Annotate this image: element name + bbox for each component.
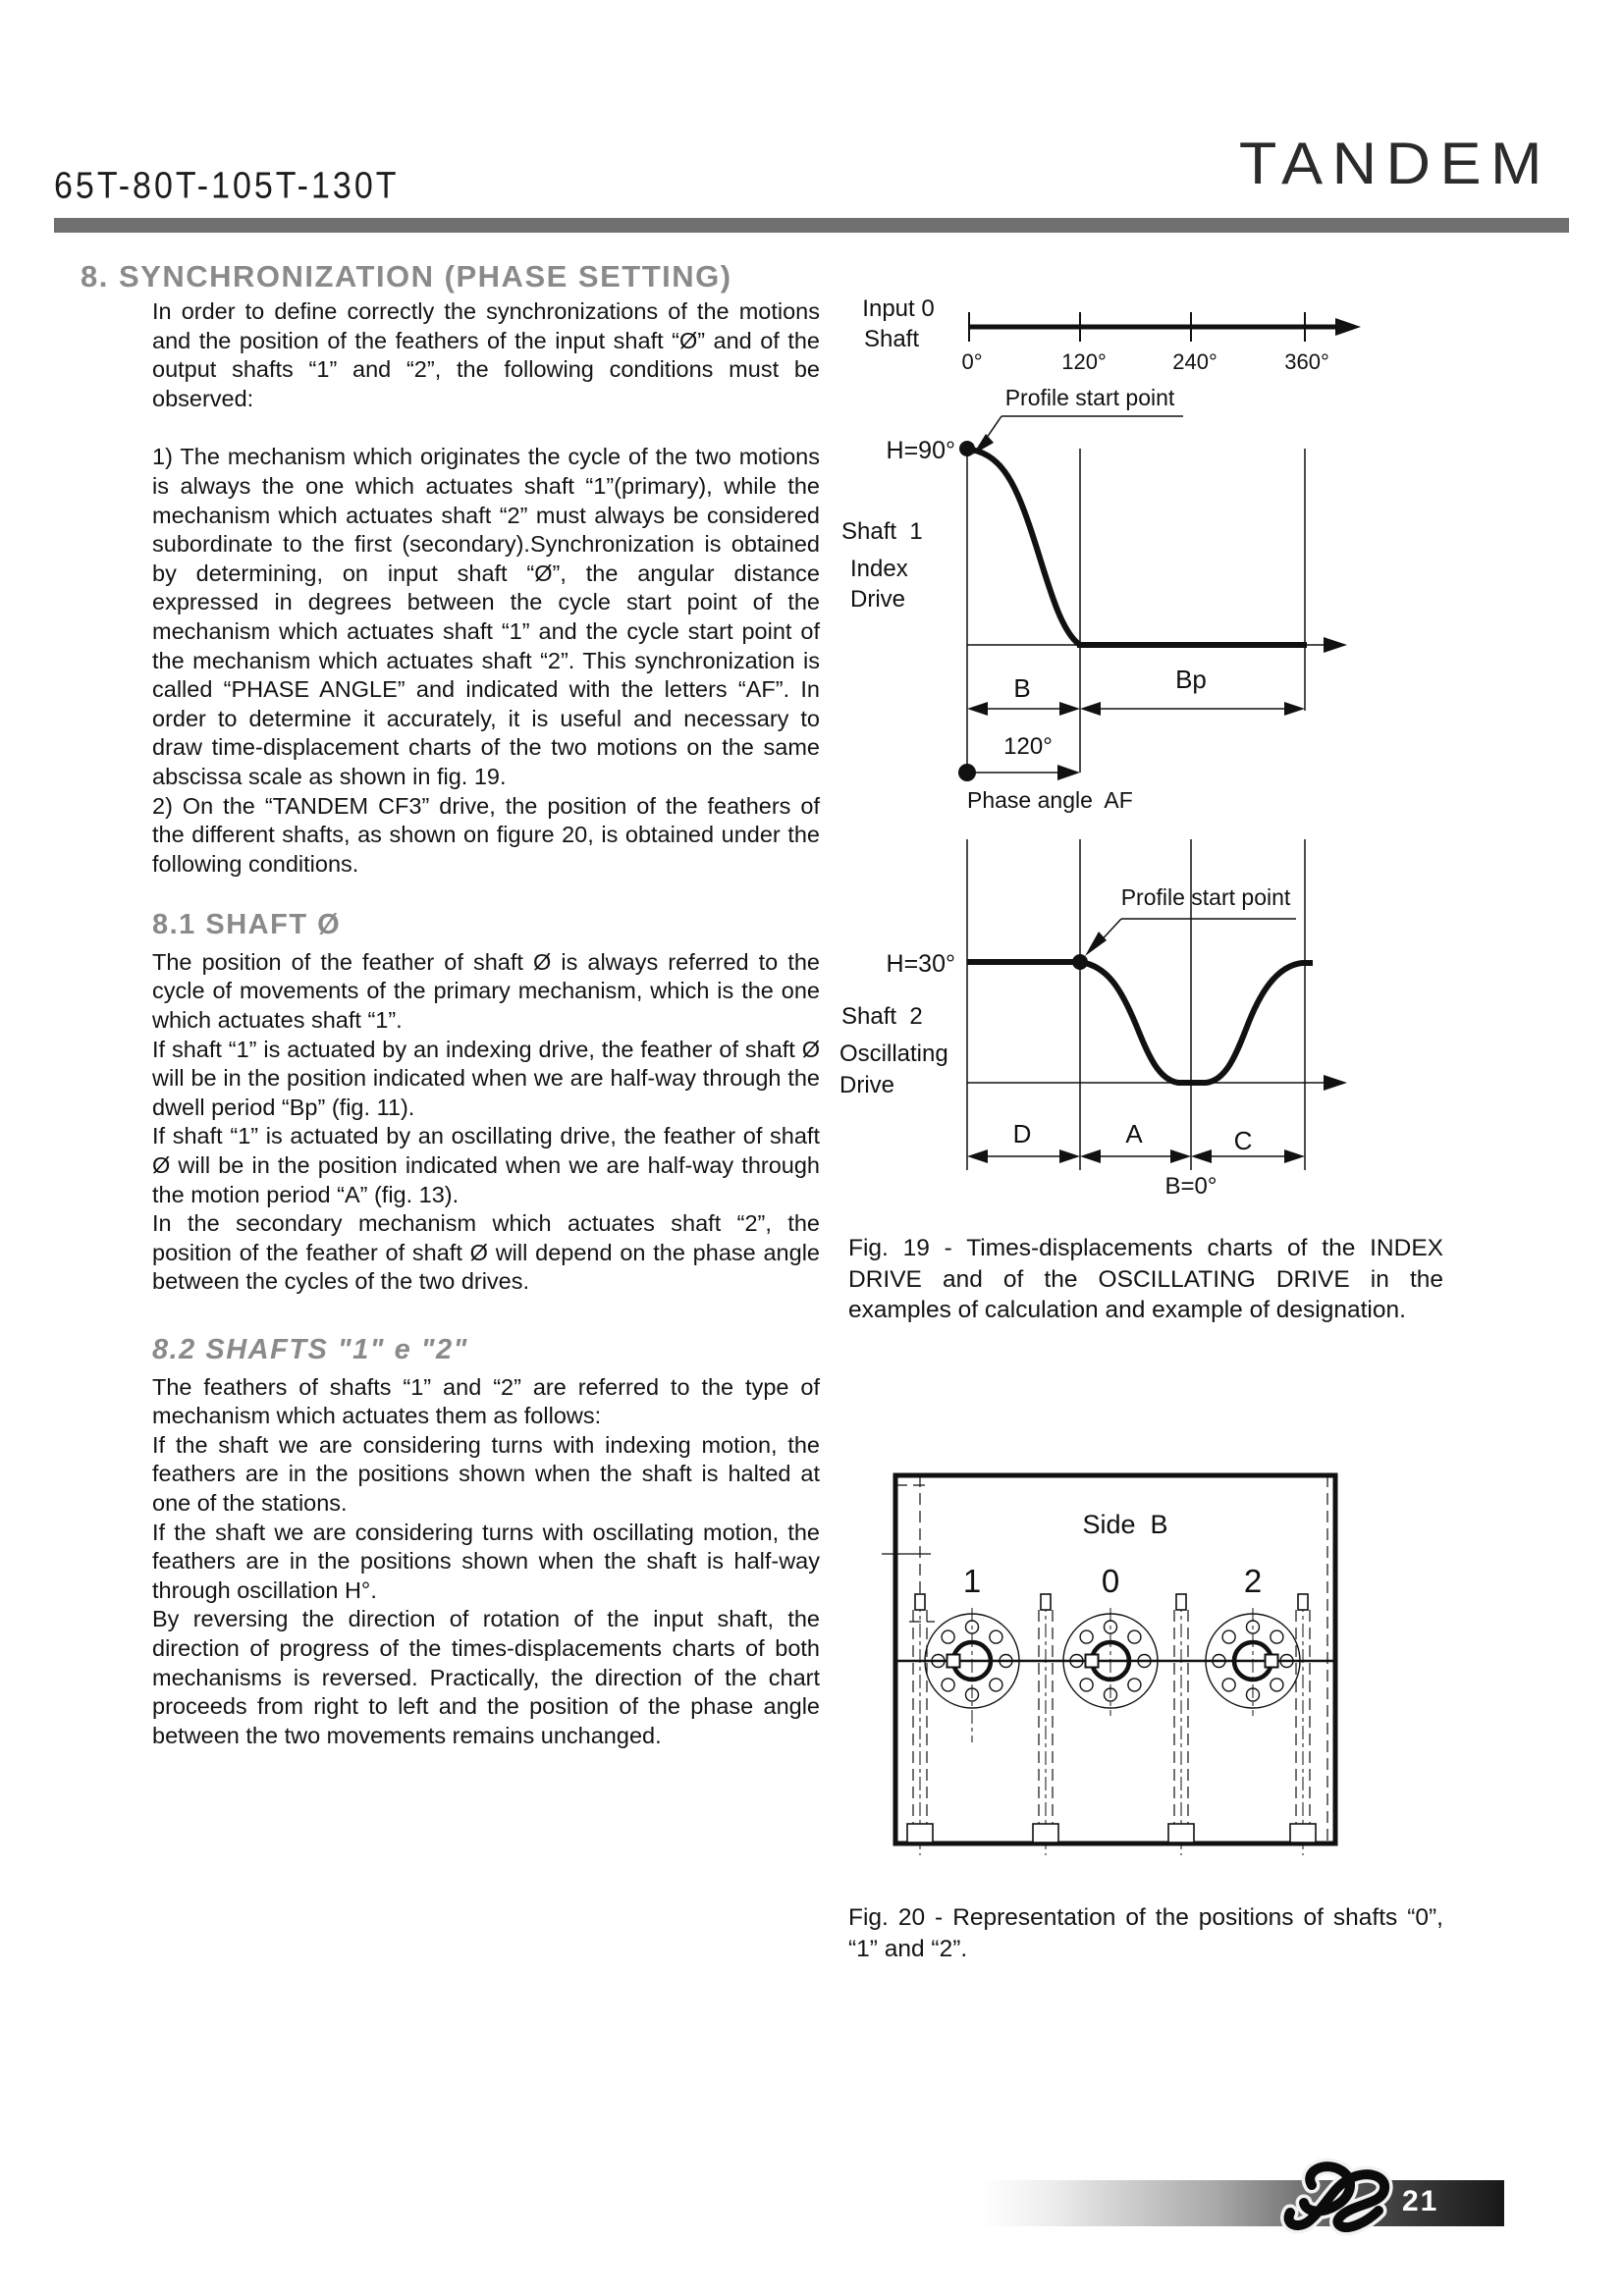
model-codes: 65T-80T-105T-130T (54, 165, 400, 207)
b-equals-0-label: B=0° (1164, 1173, 1217, 1200)
dimension-A (1080, 1119, 1191, 1163)
stud-bolt (1290, 1594, 1316, 1855)
section-8-1-title: 8.1 SHAFT Ø (152, 909, 342, 941)
shaft1-label: Shaft 1 (841, 518, 923, 545)
dimension-Bp (1080, 665, 1305, 716)
section-8-2-paragraph: By reversing the direction of rotation of the input shaft, the direction of progress of the times-displacements charts of both mechanisms is reversed. Practically, the direction of the chart proceeds from right to left and the position of the phase angle between the two movements remains unchanged. (152, 1606, 820, 1748)
section-8-2-paragraph: The feathers of shafts “1” and “2” are referred to the type of mechanism which actuates them as follows: (152, 1373, 820, 1429)
section-marks (882, 1475, 935, 1622)
h90-label: H=90° (886, 437, 955, 464)
dim-D-label: D (1012, 1119, 1032, 1148)
dimension-C (1191, 1126, 1305, 1163)
section-8-2-paragraph: If the shaft we are considering turns with indexing motion, the feathers are in the positions shown when the shaft is halted at one of the stations. (152, 1431, 820, 1516)
phase-120-label: 120° (1003, 733, 1053, 760)
shaft-0-number: 0 (1101, 1563, 1120, 1599)
oscillation-curve (1080, 962, 1313, 1083)
page-number: 21 (1402, 2185, 1439, 2217)
dim-C-label: C (1233, 1126, 1253, 1155)
header-divider (54, 218, 1569, 233)
oscillating-drive-chart (839, 839, 1347, 1200)
section-8-1-paragraph: The position of the feather of shaft Ø is always referred to the cycle of movements of the primary mechanism, which is the one which actuates shaft “1”. (152, 948, 820, 1034)
body-text-column (152, 297, 820, 1750)
section-8-title: 8. SYNCHRONIZATION (PHASE SETTING) (81, 259, 732, 294)
flange-shaft-1 (925, 1608, 1019, 1742)
side-b-label: Side B (1082, 1510, 1168, 1539)
item-2-paragraph: 2) On the “TANDEM CF3” drive, the position of the feathers of the different shafts, as shown on figure 20, is obtained under the following conditions. (152, 792, 820, 877)
feather-keyway (1266, 1655, 1278, 1668)
item-1-paragraph: 1) The mechanism which originates the cycle of the two motions is always the one which actuates shaft “1”(primary), while the mechanism which actuates shaft “2” must always be considered subordinate to the first (secondary).Synchronization is obtained by determining, on input shaft “Ø”, the angular distance expressed in degrees between the cycle start point of the mechanism which actuates shaft “1” and the cycle start point of the mechanism which actuates shaft “2”. This synchronization is called “PHASE ANGLE” and indicated with the letters “AF”. In order to determine it accurately, it is useful and necessary to draw time-displacement charts of the two motions on the same abscissa scale as shown in fig. 19. (152, 444, 820, 789)
axis-arrowhead (1335, 318, 1361, 336)
axis-tick-120: 120° (1061, 349, 1107, 374)
section-8-1-paragraph: If shaft “1” is actuated by an oscillating drive, the feather of shaft Ø will be in the position indicated when we are half-way through the motion period “A” (fig. 13). (152, 1123, 820, 1207)
axis-tick-0: 0° (961, 349, 983, 374)
input-shaft-label-line1: Input 0 (862, 295, 935, 322)
shaft-2-number: 2 (1243, 1563, 1263, 1599)
h30-label: H=30° (886, 950, 955, 978)
fig20-caption: Fig. 20 - Representation of the positions of shafts “0”, “1” and “2”. (848, 1904, 1443, 1962)
dimension-D (967, 1119, 1080, 1163)
index-drive-chart (841, 385, 1347, 813)
profile-start-point-label: Profile start point (1004, 385, 1175, 410)
index-label: Index (850, 556, 908, 582)
phase-angle-dimension (958, 733, 1133, 813)
stud-bolt (1168, 1594, 1194, 1855)
phase-angle-AF-label: Phase angle AF (967, 787, 1133, 813)
baseline-arrowhead (1324, 1075, 1347, 1091)
stud-bolt (1033, 1594, 1058, 1855)
axis-tick-360: 360° (1284, 349, 1329, 374)
dim-B-label: B (1013, 673, 1031, 703)
stud-bolt (907, 1594, 933, 1855)
fig19-caption: Fig. 19 - Times-displacements charts of the INDEX DRIVE and of the OSCILLATING DRIVE in the examples of calculation and example of designation. (848, 1235, 1443, 1323)
input-shaft-axis (862, 295, 1361, 374)
section-8-2-paragraph: If the shaft we are considering turns with oscillating motion, the feathers are in the positions shown when the shaft is half-way through oscillation H°. (152, 1519, 820, 1603)
dim-A-label: A (1125, 1119, 1143, 1148)
drive-label: Drive (850, 586, 906, 613)
index-motion-curve (967, 449, 1080, 645)
oscillating-label: Oscillating (839, 1041, 948, 1067)
fig19-time-displacement-charts (825, 275, 1492, 1227)
shaft2-label: Shaft 2 (841, 1003, 923, 1030)
brand-logo-text: TANDEM (1238, 131, 1551, 196)
dimension-B (967, 673, 1080, 716)
profile-start-point-label: Profile start point (1120, 884, 1291, 910)
input-shaft-label-line2: Shaft (863, 326, 920, 352)
knot-logo-icon (1276, 2152, 1404, 2242)
section-8-2-title: 8.2 SHAFTS "1" e "2" (152, 1334, 468, 1365)
section-8-1-paragraph: If shaft “1” is actuated by an indexing drive, the feather of shaft Ø will be in the position indicated when we are half-way through the dwell period “Bp” (fig. 11). (152, 1036, 820, 1120)
shaft-1-number: 1 (962, 1563, 982, 1599)
leader-arrowhead (1085, 932, 1107, 956)
feather-keyway (947, 1655, 960, 1668)
axis-tick-240: 240° (1172, 349, 1217, 374)
fig20-shaft-positions-drawing (825, 1463, 1394, 1865)
baseline-arrowhead (1324, 637, 1347, 653)
section-8-1-paragraph: In the secondary mechanism which actuates shaft “2”, the position of the feather of shaft Ø will depend on the phase angle between the cycles of the two drives. (152, 1210, 820, 1295)
intro-paragraph: In order to define correctly the synchronizations of the motions and the position of the feathers of the input shaft “Ø” and of the output shafts “1” and “2”, the following conditions must be observed: (152, 298, 820, 411)
dim-Bp-label: Bp (1175, 665, 1207, 694)
drive-label: Drive (839, 1072, 895, 1098)
feather-keyway (1086, 1655, 1099, 1668)
